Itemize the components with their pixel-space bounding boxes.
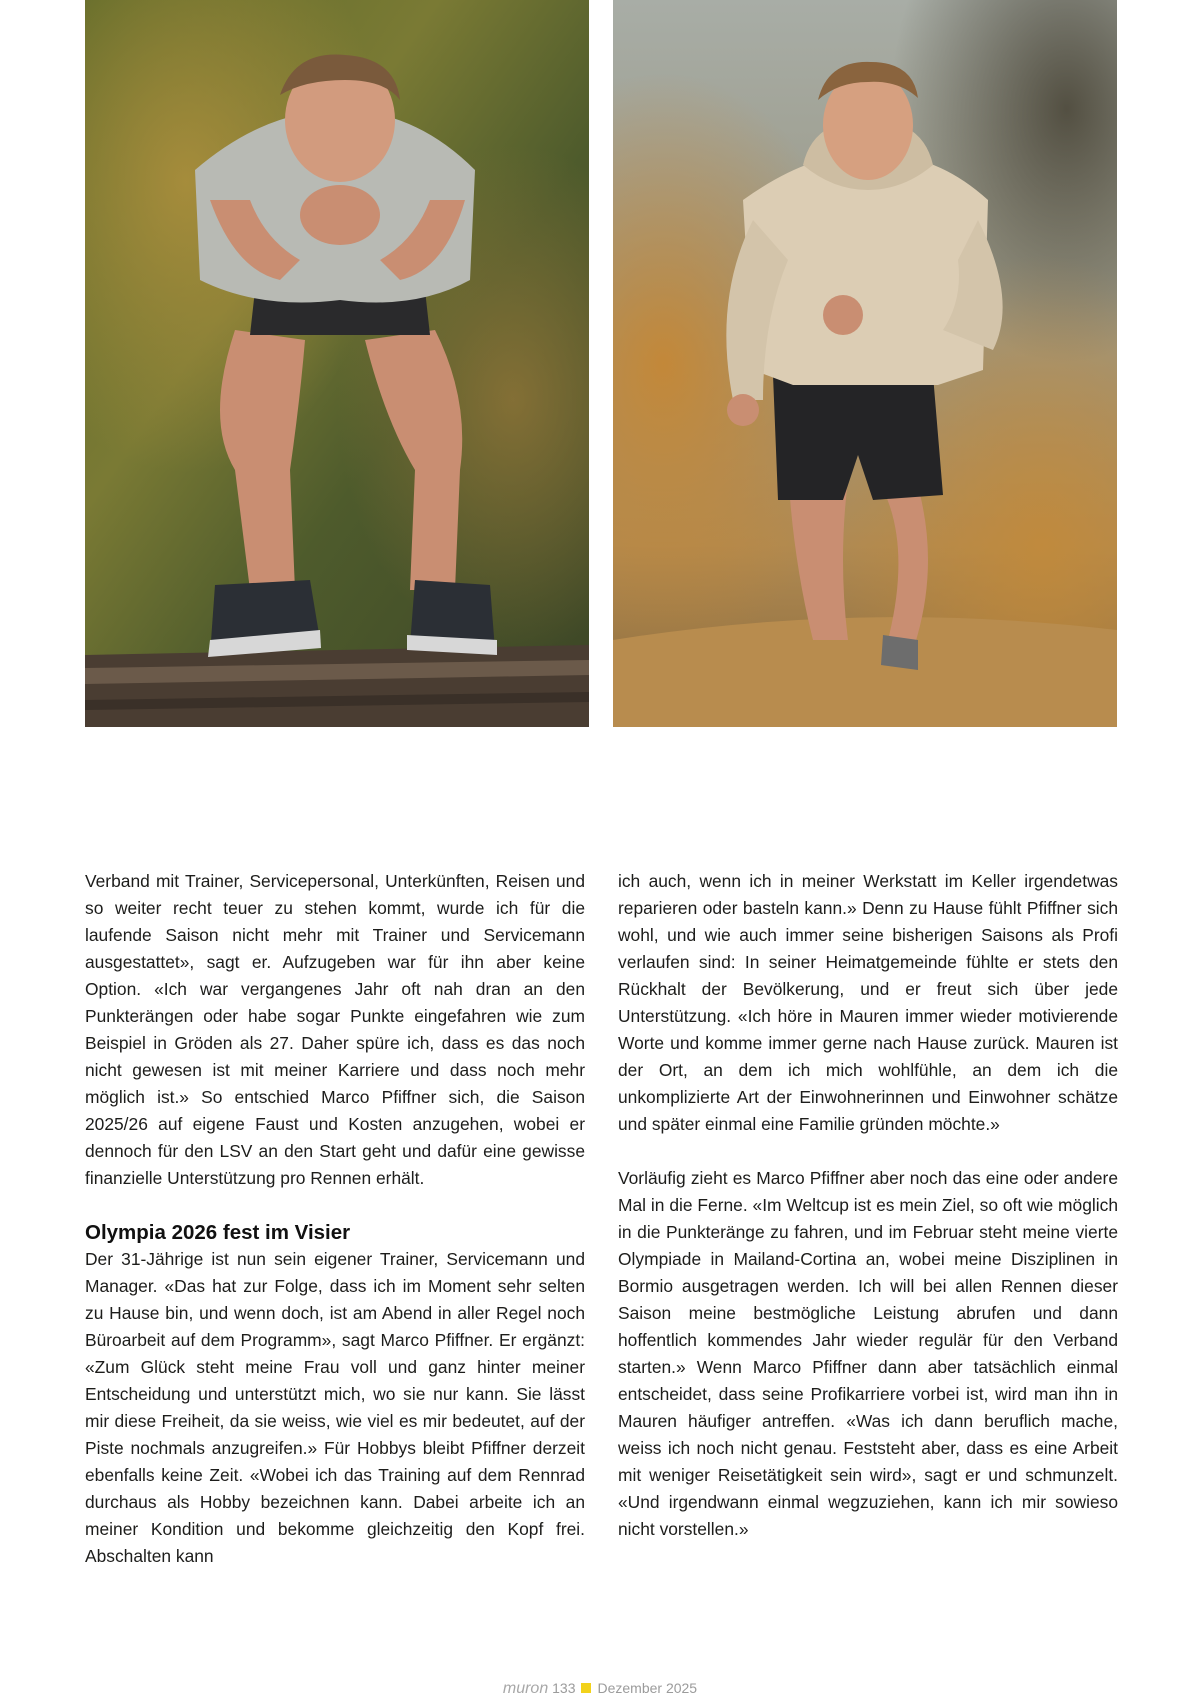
issue-number: 133 — [552, 1680, 576, 1696]
photo-athlete-running — [613, 0, 1117, 727]
photo-athlete-crouching — [85, 0, 589, 727]
magazine-brand: muron — [502, 1680, 549, 1697]
issue-date: Dezember 2025 — [597, 1680, 698, 1696]
body-paragraph: Verband mit Trainer, Servicepersonal, Unterkünften, Reisen und so weiter recht teuer zu stehen kommt, wurde ich für die laufende Saison nicht mehr mit Trainer und Servicemann ausgestattet», sagt er. Aufzugeben war für ihn aber keine Option. «Ich war vergangenes Jahr oft nah dran an den Punkterängen oder habe sogar Punkte eingefahren wie zum Beispiel in Gröden als 27. Daher spüre ich, dass es das noch nicht gewesen ist mit meiner Karriere und dass noch mehr möglich ist.» So entschied Marco Pfiffner sich, die Saison 2025/26 auf eigene Faust und Kosten anzugehen, wobei er dennoch für den LSV an den Start geht und dafür eine gewisse finanzielle Unterstützung pro Rennen erhält. — [85, 871, 585, 1188]
article-column-left — [85, 868, 585, 1570]
article-column-right — [618, 868, 1118, 1543]
yellow-square-icon — [581, 1683, 591, 1693]
body-paragraph: ich auch, wenn ich in meiner Werkstatt im Keller irgendetwas reparieren oder basteln kann.» Denn zu Hause fühlt Pfiffner sich wohl, und wie auch immer seine bisherigen Saisons als Profi verlaufen sind: In seiner Heimatgemeinde fühlte er stets den Rückhalt der Bevölkerung, und er freut sich über jede Unterstützung. «Ich höre in Mauren immer wieder motivierende Worte und komme immer gerne nach Hause zurück. Mauren ist der Ort, an dem ich mich wohlfühle, an dem ich die unkomplizierte Art der Einwohnerinnen und Einwohner schätze und später einmal eine Familie gründen möchte.» — [618, 871, 1118, 1134]
body-paragraph: Der 31-Jährige ist nun sein eigener Trainer, Servicemann und Manager. «Das hat zur Folge, dass ich im Moment sehr selten zu Hause bin, und wenn doch, ist am Abend in aller Regel noch Büroarbeit auf dem Programm», sagt Marco Pfiffner. Er ergänzt: «Zum Glück steht meine Frau voll und ganz hinter meiner Entscheidung und unterstützt mich, wo sie nur kann. Sie lässt mir diese Freiheit, da sie weiss, wie viel es mir bedeutet, auf der Piste nochmals anzugreifen.» Für Hobbys bleibt Pfiffner derzeit ebenfalls keine Zeit. «Wobei ich das Training auf dem Rennrad durchaus als Hobby bezeichnen kann. Dabei arbeite ich an meiner Kondition und bekomme gleichzeitig den Kopf frei. Abschalten kann — [85, 1249, 585, 1566]
body-paragraph: Vorläufig zieht es Marco Pfiffner aber noch das eine oder andere Mal in die Ferne. «Im Weltcup ist es mein Ziel, so oft wie möglich in die Punkteränge zu fahren, und im Februar steht meine vierte Olympiade in Mailand-Cortina an, wobei meine Disziplinen in Bormio ausgetragen werden. Ich will bei allen Rennen dieser Saison meine bestmögliche Leistung abrufen und dann hoffentlich kommendes Jahr wieder regulär für den Verband starten.» Wenn Marco Pfiffner dann aber tatsächlich einmal entscheidet, dass seine Profikarriere vorbei ist, wird man ihn in Mauren häufiger antreffen. «Was ich dann beruflich mache, weiss ich noch nicht genau. Feststeht aber, dass es eine Arbeit mit weniger Reisetätigkeit sein wird», sagt er und schmunzelt. «Und irgendwann einmal wegzuziehen, kann ich mir sowieso nicht vorstellen.» — [618, 1168, 1118, 1539]
section-heading: Olympia 2026 fest im Visier — [85, 1221, 351, 1244]
page-footer — [0, 1679, 1200, 1698]
